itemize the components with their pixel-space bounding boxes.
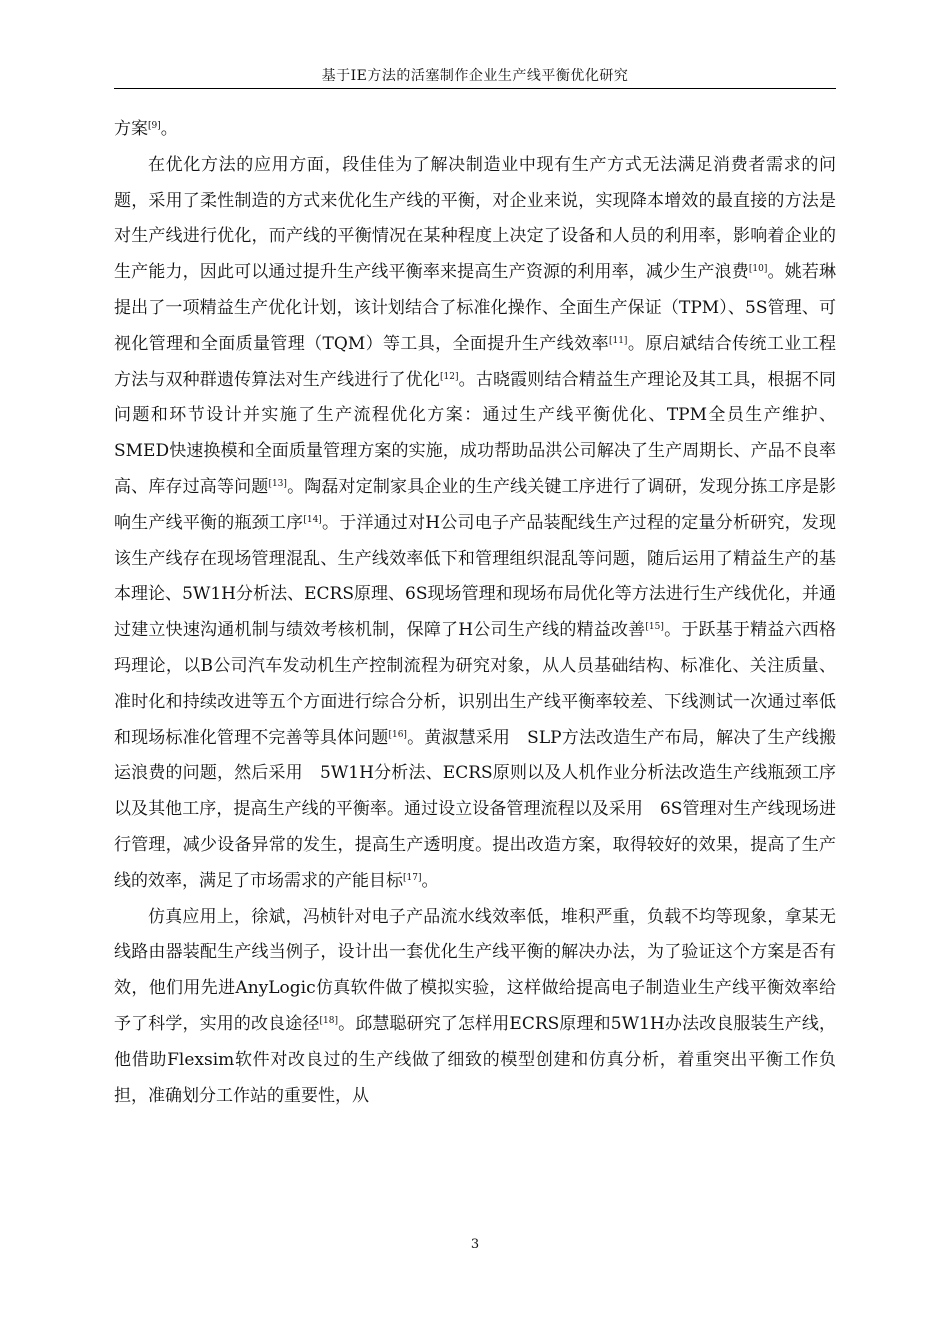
citation: [13] bbox=[268, 478, 287, 489]
citation: [17] bbox=[403, 872, 422, 883]
page-number: 3 bbox=[470, 1237, 480, 1252]
citation: [11] bbox=[608, 335, 628, 346]
text-segment: 。陶磊对定制家具企业的生产线关键工序进行了调研，发现分拣工序是影响生产线平衡的瓶颈工序 bbox=[114, 476, 837, 533]
text-segment: 。于洋通过对H公司电子产品装配线生产过程的定量分析研究，发现该生产线存在现场管理混乱、生产线效率低下和管理组织混乱等问题，随后运用了精益生产的基本理论、5W1H分析法、ECRS原理、6S现场管理和现场布局优化等方法进行生产线优化，并通过建立快速沟通机制与绩效考核机制，保障了H公司生产线的精益改善 bbox=[114, 512, 837, 641]
text-segment: 仿真应用上，徐斌，冯桢针对电子产品流水线效率低，堆积严重，负载不均等现象，拿某无线路由器装配生产线当例子，设计出一套优化生产线平衡的解决办法，为了验证这个方案是否有效，他们用先进AnyLogic仿真软件做了模拟实验，这样做给提高电子制造业生产线平衡效率给予了科学，实用的改良途径 bbox=[114, 906, 836, 1034]
header-rule bbox=[114, 88, 836, 89]
text-segment: 。于跃基于精益六西格玛理论，以B公司汽车发动机生产控制流程为研究对象，从人员基础结构、标准化、关注质量、准时化和持续改进等五个方面进行综合分析，识别出生产线平衡率较差、下线测试一次通过率低和现场标准化管理不完善等具体问题 bbox=[114, 620, 837, 748]
running-header: 基于IE方法的活塞制作企业生产线平衡优化研究 bbox=[321, 68, 629, 84]
paragraph-continuation bbox=[114, 112, 836, 148]
text-segment: 。 bbox=[421, 870, 439, 891]
text-segment: 在优化方法的应用方面，段佳佳为了解决制造业中现有生产方式无法满足消费者需求的问题，采用了柔性制造的方式来优化生产线的平衡，对企业来说，实现降本增效的最直接的方法是对生产线进行优化，而产线的平衡情况在某种程度上决定了设备和人员的利用率，影响着企业的生产能力，因此可以通过提升生产线平衡率来提高生产资源的利用率，减少生产浪费 bbox=[114, 154, 836, 283]
text-segment: 。原启斌结合传统工业工程方法与双种群遗传算法对生产线进行了优化 bbox=[114, 333, 836, 390]
citation: [10] bbox=[748, 264, 768, 275]
paragraph-optimization-methods bbox=[114, 148, 836, 900]
citation: [15] bbox=[645, 622, 664, 633]
citation: [14] bbox=[303, 514, 322, 525]
body-text bbox=[114, 112, 836, 1114]
citation: [18] bbox=[319, 1015, 339, 1026]
citation: [16] bbox=[388, 729, 407, 740]
text-segment: 方案 bbox=[114, 119, 148, 139]
text-segment: 。邱慧聪研究了怎样用ECRS原理和5W1H办法改良服装生产线，他借助Flexsim软件对改良过的生产线做了细致的模型创建和仿真分析，着重突出平衡工作负担，准确划分工作站的重要性，从 bbox=[114, 1013, 836, 1106]
text-segment: 。姚若琳提出了一项精益生产优化计划，该计划结合了标准化操作、全面生产保证（TPM）、5S管理、可视化管理和全面质量管理（TQM）等工具，全面提升生产线效率 bbox=[114, 262, 837, 354]
text-segment: 。黄淑慧采用 SLP方法改造生产布局，解决了生产线搬运浪费的问题，然后采用 5W1H分析法、ECRS原则以及人机作业分析法改造生产线瓶颈工序以及其他工序，提高生产线的平衡率。通过设立设备管理流程以及采用 6S管理对生产线现场进行管理，减少设备异常的发生，提高生产透明度。提出改造方案，取得较好的效果，提高了生产线的效率，满足了市场需求的产能目标 bbox=[114, 727, 837, 891]
text-segment: 。古晓霞则结合精益生产理论及其工具，根据不同问题和环节设计并实施了生产流程优化方案：通过生产线平衡优化、TPM全员生产维护、SMED快速换模和全面质量管理方案的实施，成功帮助品洪公司解决了生产周期长、产品不良率高、库存过高等问题 bbox=[114, 369, 837, 497]
text-segment: 。 bbox=[160, 119, 178, 139]
citation: [9] bbox=[148, 121, 161, 131]
paragraph-simulation bbox=[114, 900, 836, 1115]
citation: [12] bbox=[440, 371, 459, 382]
